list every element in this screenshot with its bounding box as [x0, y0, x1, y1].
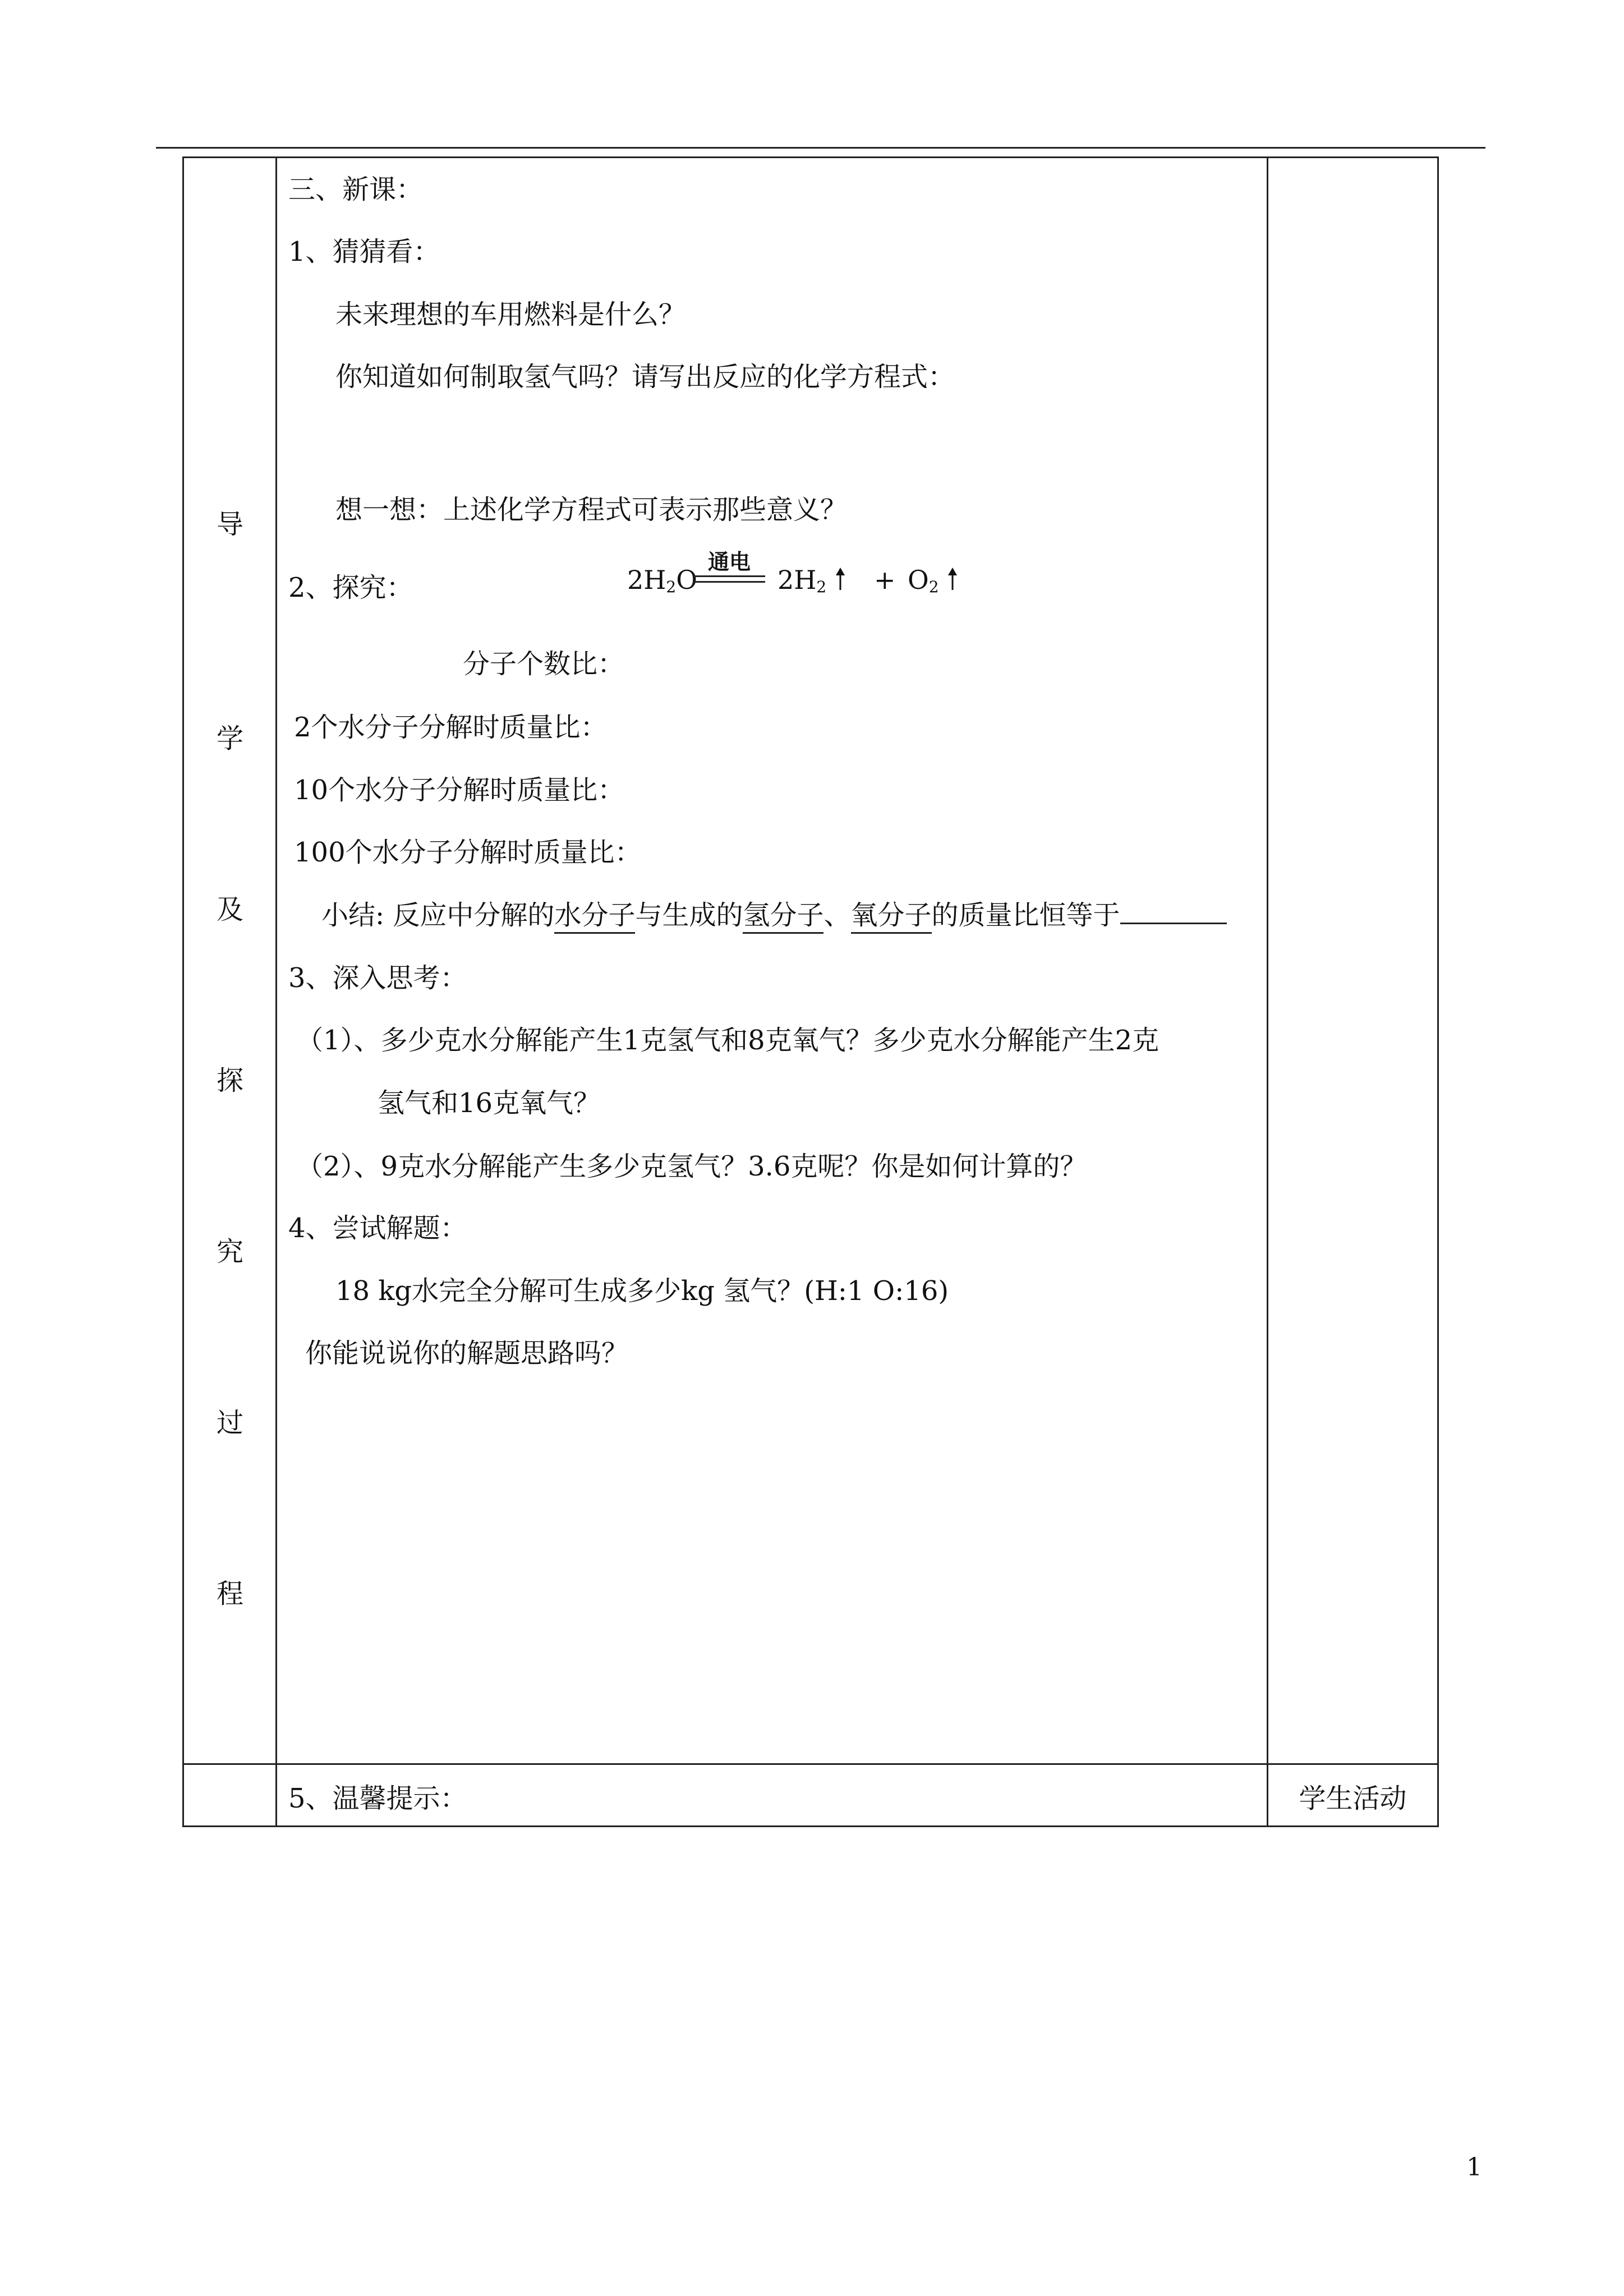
summary-separator: 、: [823, 900, 851, 931]
mass-ratio-2-label: 2个水分子分解时质量比：: [294, 712, 608, 743]
gas-arrow-icon: [835, 566, 846, 591]
think-question: 想一想：上述化学方程式可表示那些意义？: [335, 494, 848, 525]
tips-heading: 5、温馨提示：: [288, 1783, 467, 1814]
lesson-table: [182, 156, 1439, 1827]
deep-question-1-cont: 氢气和16克氧气？: [378, 1087, 601, 1119]
try-heading: 4、尝试解题：: [288, 1212, 467, 1244]
page-number: 1: [1466, 2153, 1482, 2182]
equation-condition-line: [693, 575, 765, 577]
guess-question-hydrogen: 你知道如何制取氢气吗？请写出反应的化学方程式：: [335, 361, 955, 393]
column-divider-left: [275, 158, 277, 1825]
guess-question-fuel: 未来理想的车用燃料是什么？: [335, 299, 686, 330]
equation-reactant: $2H_2O$: [627, 565, 697, 596]
side-label-char: 过: [216, 1407, 243, 1439]
molecule-ratio-label: 分子个数比：: [463, 648, 625, 680]
deep-question-2: （2）、9克水分解能产生多少克氢气？3.6克呢？你是如何计算的？: [296, 1151, 1087, 1182]
section-title: 三、新课：: [288, 174, 424, 205]
explore-heading: 2、探究：: [288, 572, 413, 603]
side-label-char: 究: [216, 1236, 243, 1267]
summary-hydrogen-molecule: 氢分子: [743, 900, 823, 934]
side-label-char: 程: [216, 1578, 243, 1610]
side-label-char: 及: [216, 894, 243, 925]
answer-blank[interactable]: [1120, 898, 1227, 924]
column-divider-right: [1267, 158, 1268, 1825]
guess-heading: 1、猜猜看：: [288, 236, 440, 268]
equation-condition: 通电: [707, 550, 751, 574]
summary-prefix: 小结: 反应中分解的: [321, 900, 555, 931]
equation-product-oxygen: $O_2$: [908, 563, 958, 604]
equation-condition-line: [693, 581, 765, 583]
student-activity-label: 学生活动: [1299, 1783, 1407, 1814]
equation-plus: +: [874, 565, 896, 595]
row-divider: [184, 1763, 1437, 1765]
summary-water-molecule: 水分子: [554, 900, 635, 934]
summary-mid: 与生成的: [635, 900, 743, 931]
side-label-char: 学: [216, 723, 243, 754]
side-label-char: 探: [216, 1065, 243, 1096]
deep-question-1: （1）、多少克水分解能产生1克氢气和8克氧气？多少克水分解能产生2克: [296, 1025, 1160, 1056]
summary-suffix: 的质量比恒等于: [931, 900, 1120, 931]
mass-ratio-100-label: 100个水分子分解时质量比：: [294, 837, 642, 868]
equation-product-hydrogen: $2H_2$: [778, 563, 846, 604]
try-question: 18 kg水完全分解可生成多少kg 氢气？(H:1 O:16): [335, 1275, 949, 1307]
summary-line: [321, 898, 1227, 932]
header-rule: [156, 147, 1485, 149]
gas-arrow-icon: [947, 566, 958, 591]
summary-oxygen-molecule: 氧分子: [851, 900, 932, 934]
side-label-char: 导: [216, 509, 243, 540]
try-followup: 你能说说你的解题思路吗？: [305, 1338, 629, 1369]
mass-ratio-10-label: 10个水分子分解时质量比：: [294, 774, 625, 806]
deep-think-heading: 3、深入思考：: [288, 962, 467, 994]
